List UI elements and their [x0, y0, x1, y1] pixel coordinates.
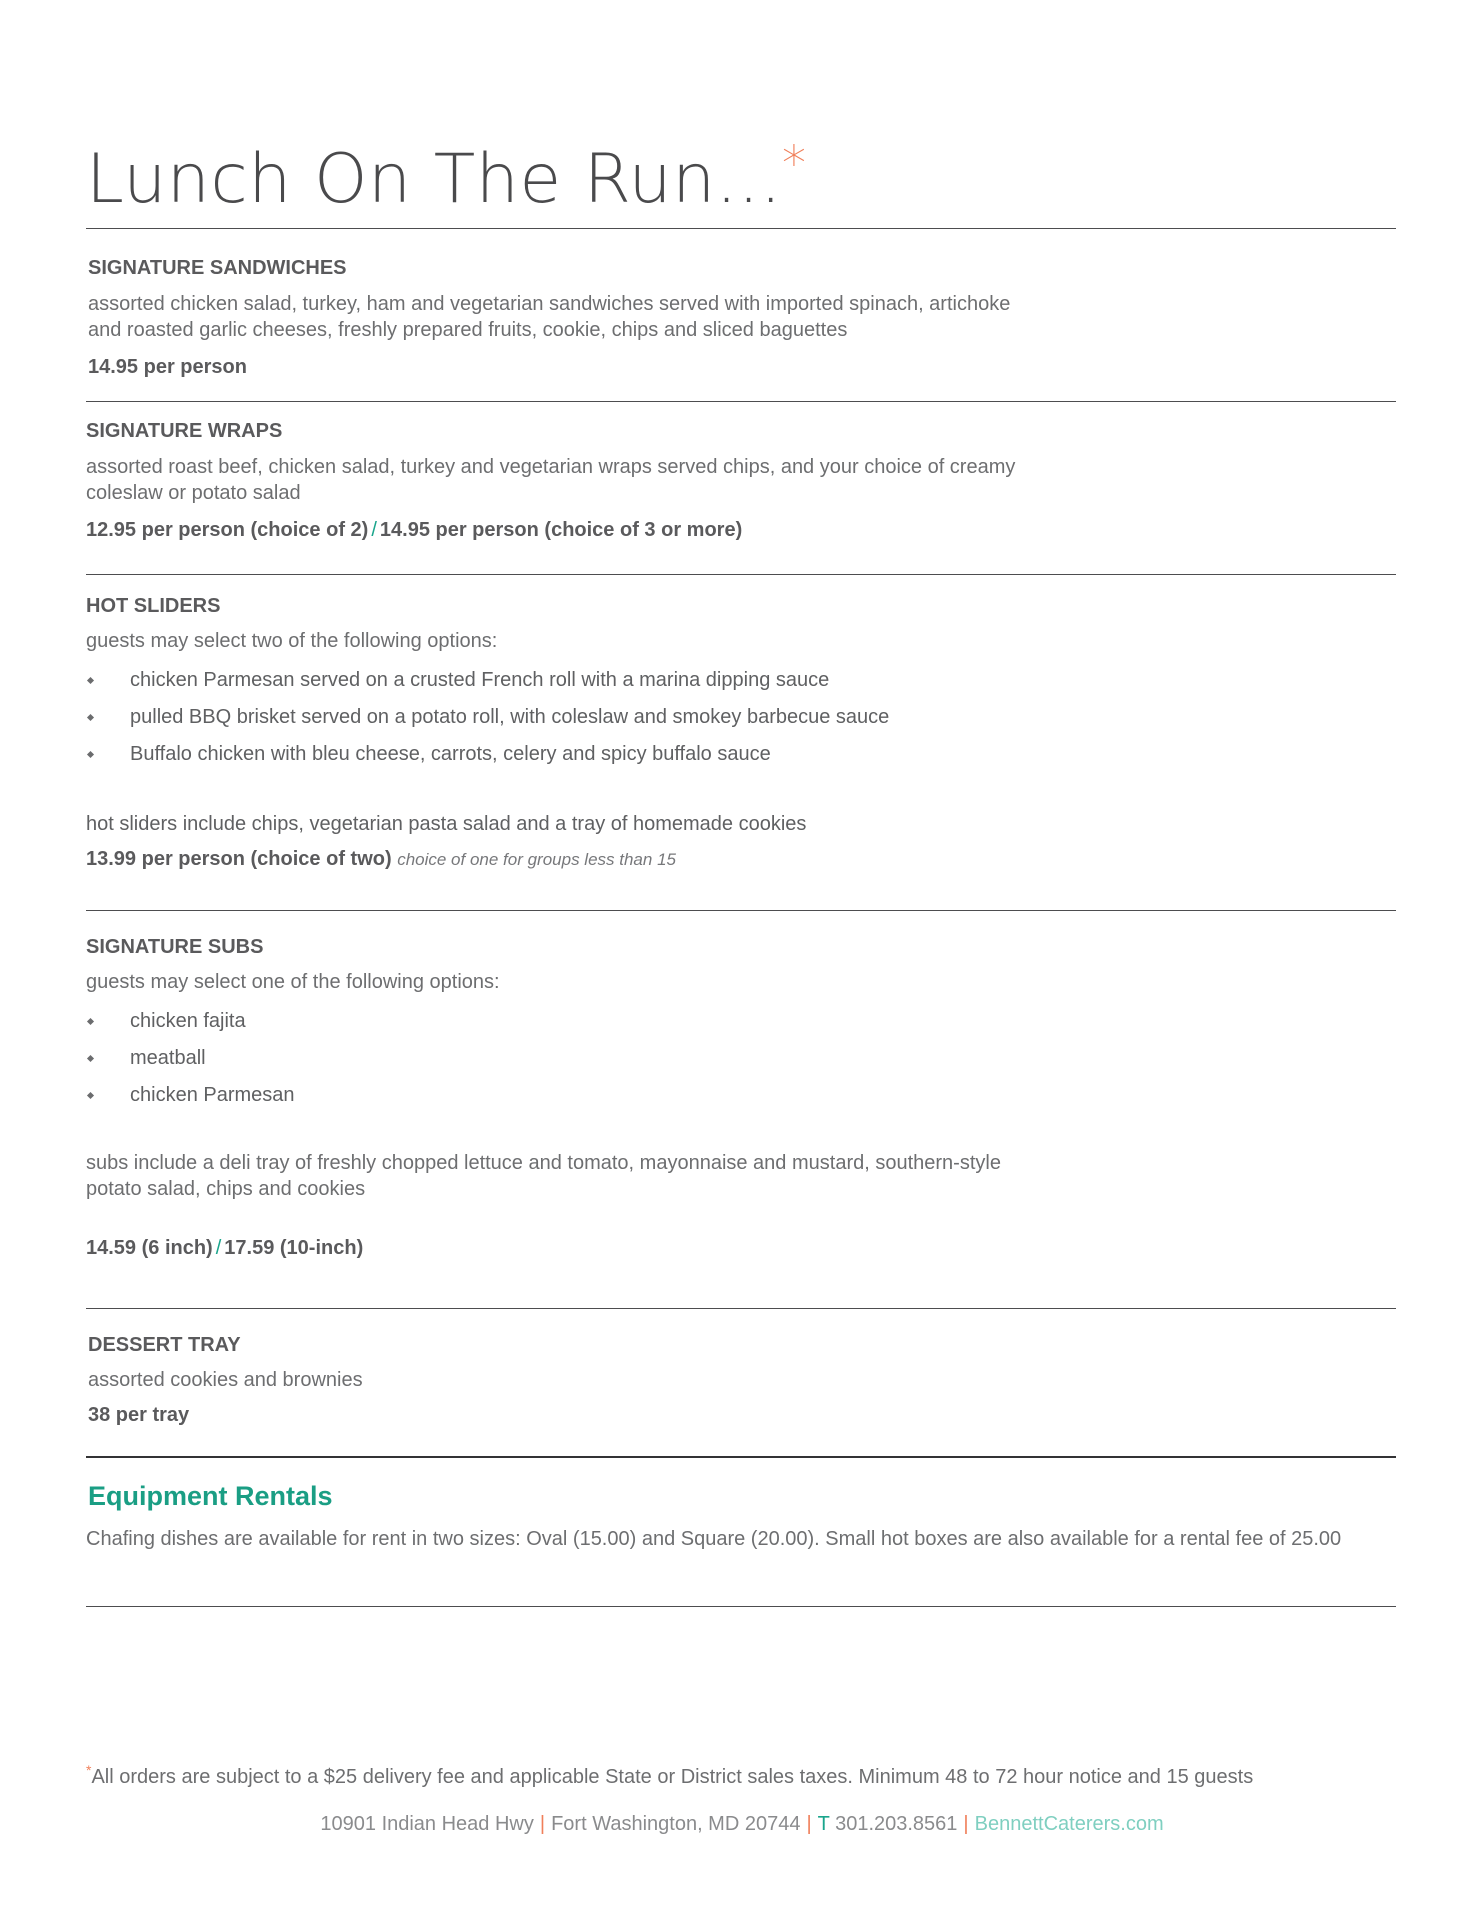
title-text: Lunch On The Run... [86, 140, 783, 219]
footnote-asterisk: * [86, 1762, 92, 1778]
divider [86, 574, 1396, 575]
phone-label: T [817, 1813, 830, 1835]
divider [86, 1456, 1396, 1458]
price-option: 14.95 per person (choice of 3 or more) [379, 519, 743, 541]
section-intro: guests may select two of the following options: [86, 630, 498, 652]
section-heading: DESSERT TRAY [88, 1334, 241, 1356]
list-item: chicken Parmesan [86, 1077, 1396, 1114]
separator: | [806, 1813, 812, 1835]
section-dessert-tray [88, 1333, 1398, 1427]
equipment-title: Equipment Rentals [88, 1481, 333, 1511]
price-option: 17.59 (10-inch) [224, 1237, 364, 1259]
section-price [86, 847, 1396, 872]
contact-line [0, 1813, 1484, 1836]
section-heading: SIGNATURE SANDWICHES [88, 257, 347, 279]
section-description [86, 454, 1166, 506]
section-price: 38 per tray [88, 1404, 190, 1426]
description-line: subs include a deli tray of freshly chopped lettuce and tomato, mayonnaise and mustard, southern-style [86, 1152, 1001, 1174]
title-asterisk: * [782, 136, 807, 192]
separator: | [539, 1813, 546, 1835]
divider [86, 910, 1396, 911]
section-includes [86, 1150, 1166, 1202]
list-item: Buffalo chicken with bleu cheese, carrots, celery and spicy buffalo sauce [86, 736, 1396, 773]
price-separator: / [215, 1237, 222, 1259]
section-includes: hot sliders include chips, vegetarian pasta salad and a tray of homemade cookies [86, 813, 807, 835]
options-list [86, 662, 1396, 773]
separator: | [963, 1813, 969, 1835]
website-link[interactable]: BennettCaterers.com [974, 1813, 1164, 1835]
section-heading: SIGNATURE WRAPS [86, 420, 283, 442]
page-title [86, 136, 807, 219]
price-option: 12.95 per person (choice of 2) [86, 519, 369, 541]
price-option: 14.59 (6 inch) [86, 1237, 213, 1259]
list-item: chicken Parmesan served on a crusted French roll with a marina dipping sauce [86, 662, 1396, 699]
street-address: 10901 Indian Head Hwy [320, 1813, 534, 1835]
section-price [86, 518, 1396, 542]
description-line: and roasted garlic cheeses, freshly prepared fruits, cookie, chips and sliced baguettes [88, 319, 848, 341]
divider [86, 1606, 1396, 1607]
section-intro: guests may select one of the following options: [86, 971, 500, 993]
footnote [86, 1762, 1406, 1789]
section-hot-sliders [86, 594, 1396, 872]
price-option: 13.99 per person (choice of two) [86, 848, 392, 870]
price-separator: / [371, 519, 377, 541]
price-note: choice of one for groups less than 15 [397, 850, 676, 869]
divider [86, 401, 1396, 402]
section-price [86, 1236, 1396, 1260]
section-price: 14.95 per person [88, 356, 247, 378]
list-item: meatball [86, 1040, 1396, 1077]
section-description [88, 291, 1168, 343]
list-item: pulled BBQ brisket served on a potato roll, with coleslaw and smokey barbecue sauce [86, 699, 1396, 736]
section-signature-subs [86, 935, 1396, 1260]
city-address: Fort Washington, MD 20744 [551, 1813, 801, 1835]
list-item: chicken fajita [86, 1003, 1396, 1040]
description-line: assorted roast beef, chicken salad, turkey and vegetarian wraps served chips, and your choice of creamy [86, 456, 1016, 478]
section-signature-wraps [86, 419, 1396, 542]
section-heading: SIGNATURE SUBS [86, 936, 264, 958]
divider [86, 228, 1396, 229]
divider [86, 1308, 1396, 1309]
description-line: potato salad, chips and cookies [86, 1178, 366, 1200]
section-heading: HOT SLIDERS [86, 595, 221, 617]
equipment-text: Chafing dishes are available for rent in two sizes: Oval (15.00) and Square (20.00). Small hot boxes are also available for a rental fee of 25.00 [86, 1528, 1342, 1550]
phone-number: 301.203.8561 [835, 1813, 958, 1835]
options-list [86, 1003, 1396, 1114]
section-description: assorted cookies and brownies [88, 1369, 363, 1391]
description-line: assorted chicken salad, turkey, ham and vegetarian sandwiches served with imported spinach, artichoke [88, 293, 1011, 315]
description-line: coleslaw or potato salad [86, 482, 301, 504]
footnote-text: All orders are subject to a $25 delivery fee and applicable State or District sales taxes. Minimum 48 to 72 hour notice and 15 guests [91, 1766, 1254, 1788]
section-equipment-rentals [86, 1480, 1396, 1552]
section-signature-sandwiches [88, 256, 1398, 379]
